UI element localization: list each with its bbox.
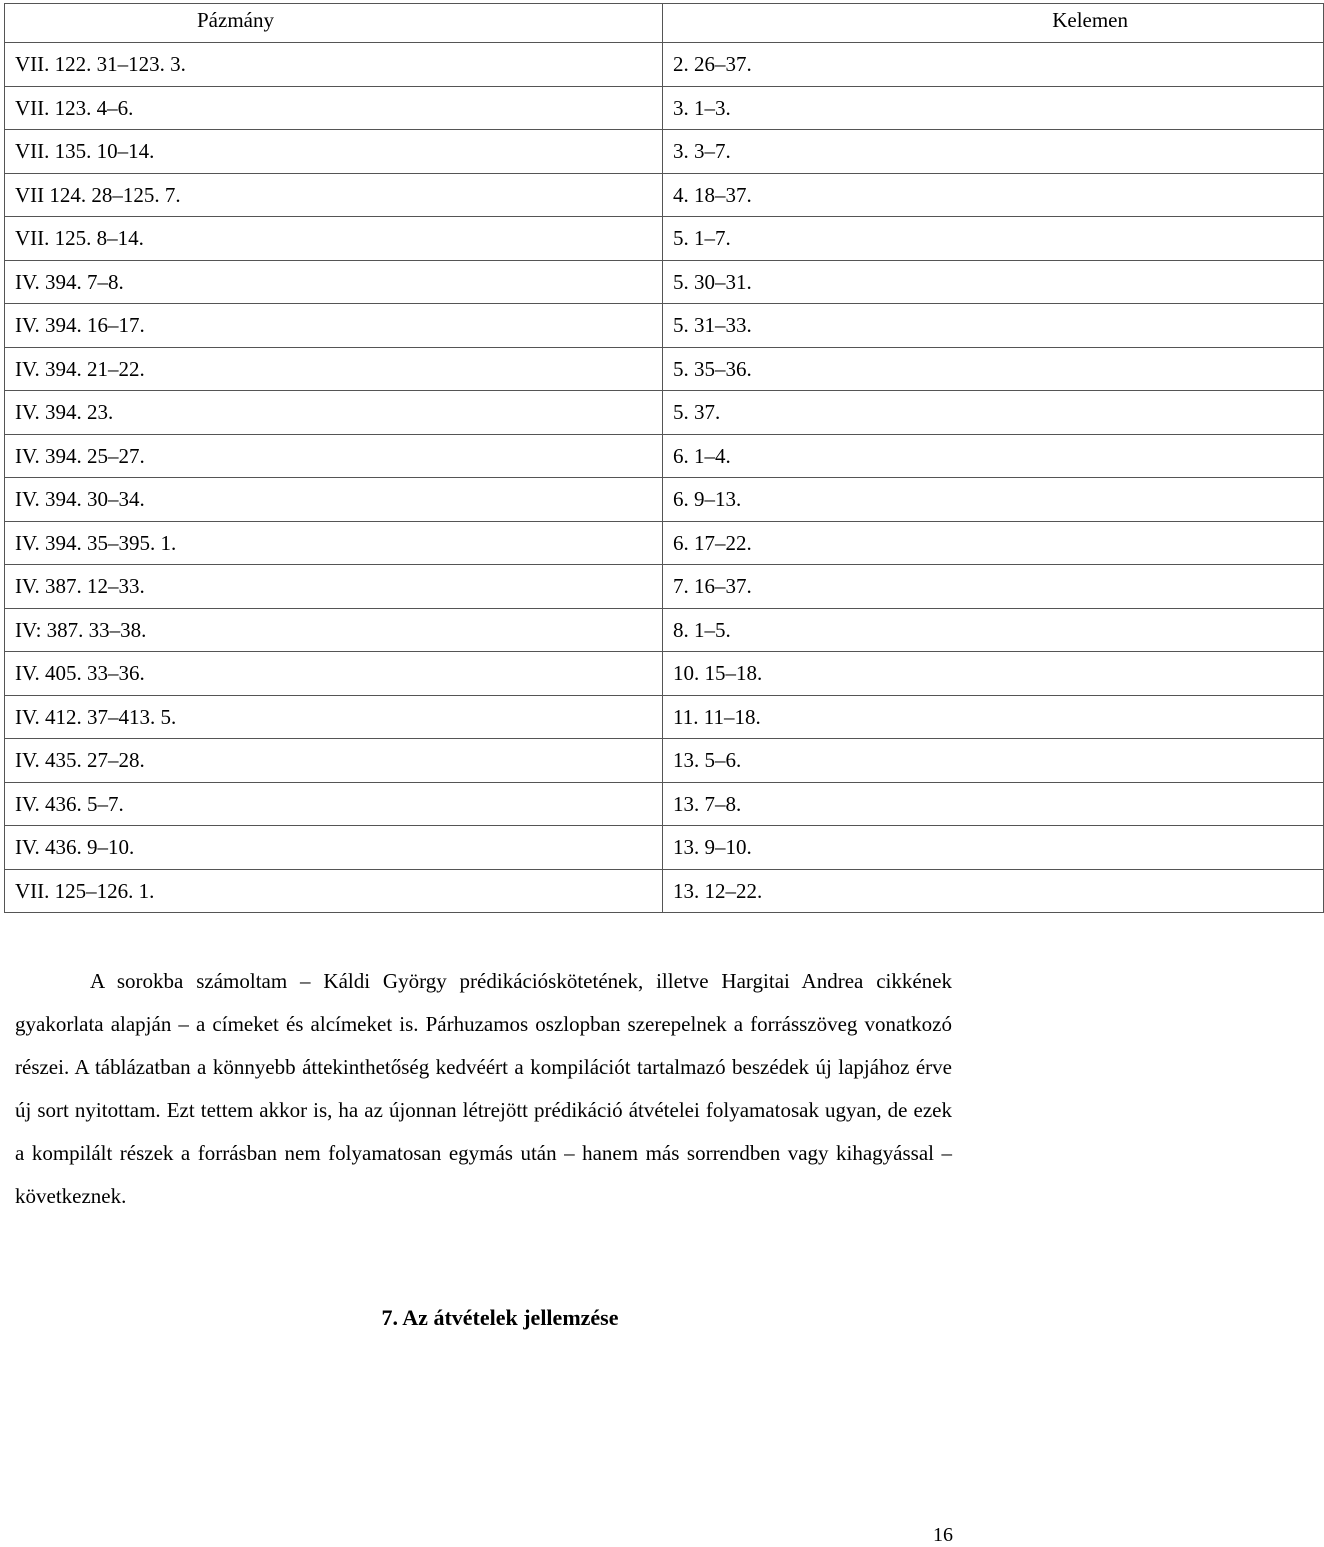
cell-kelemen: 6. 1–4.: [663, 434, 1324, 478]
cell-kelemen: 6. 9–13.: [663, 478, 1324, 522]
cell-kelemen: 11. 11–18.: [663, 695, 1324, 739]
cell-pazmany: IV. 394. 23.: [5, 391, 663, 435]
table-row: [5, 86, 1324, 130]
column-header-kelemen: Kelemen: [663, 4, 1324, 43]
cell-pazmany: IV. 394. 21–22.: [5, 347, 663, 391]
cell-kelemen: 7. 16–37.: [663, 565, 1324, 609]
cell-kelemen: 3. 1–3.: [663, 86, 1324, 130]
cell-kelemen: 3. 3–7.: [663, 130, 1324, 174]
cell-kelemen: 6. 17–22.: [663, 521, 1324, 565]
table-row: [5, 130, 1324, 174]
cell-pazmany: VII. 135. 10–14.: [5, 130, 663, 174]
cell-pazmany: IV. 394. 7–8.: [5, 260, 663, 304]
cell-pazmany: IV. 436. 5–7.: [5, 782, 663, 826]
cell-kelemen: 5. 35–36.: [663, 347, 1324, 391]
cell-kelemen: 13. 9–10.: [663, 826, 1324, 870]
cell-pazmany: IV. 394. 35–395. 1.: [5, 521, 663, 565]
cell-kelemen: 5. 31–33.: [663, 304, 1324, 348]
cell-pazmany: IV. 394. 16–17.: [5, 304, 663, 348]
table-row: [5, 608, 1324, 652]
table-row: [5, 565, 1324, 609]
table-row: [5, 434, 1324, 478]
cell-pazmany: IV. 412. 37–413. 5.: [5, 695, 663, 739]
cell-pazmany: VII. 125–126. 1.: [5, 869, 663, 913]
table-row: [5, 173, 1324, 217]
cell-pazmany: VII. 122. 31–123. 3.: [5, 43, 663, 87]
table-row: [5, 521, 1324, 565]
table-row: [5, 478, 1324, 522]
table-row: [5, 260, 1324, 304]
table-row: [5, 304, 1324, 348]
cell-kelemen: 10. 15–18.: [663, 652, 1324, 696]
cell-pazmany: IV. 405. 33–36.: [5, 652, 663, 696]
body-paragraph: A sorokba számoltam – Káldi György prédikációskötetének, illetve Hargitai Andrea cikkének gyakorlata alapján – a címeket és alcímeket is. Párhuzamos oszlopban szerepelnek a forrásszöveg vonatkozó részei. A táblázatban a könnyebb áttekinthetőség kedvéért a kompilációt tartalmazó beszédek új lapjához érve új sort nyitottam. Ezt tettem akkor is, ha az újonnan létrejött prédikáció átvételei folyamatosak ugyan, de ezek a kompilált részek a forrásban nem folyamatosan egymás után – hanem más sorrendben vagy kihagyással – következnek.: [15, 969, 952, 1208]
cell-kelemen: 5. 30–31.: [663, 260, 1324, 304]
cell-pazmany: IV. 394. 30–34.: [5, 478, 663, 522]
table-row: [5, 695, 1324, 739]
table-row: [5, 652, 1324, 696]
cell-kelemen: 5. 37.: [663, 391, 1324, 435]
table-row: [5, 347, 1324, 391]
cell-pazmany: VII. 123. 4–6.: [5, 86, 663, 130]
cell-pazmany: IV. 387. 12–33.: [5, 565, 663, 609]
cell-kelemen: 5. 1–7.: [663, 217, 1324, 261]
table-header-row: [5, 4, 1324, 43]
cell-kelemen: 13. 7–8.: [663, 782, 1324, 826]
comparison-table: [4, 3, 1324, 913]
table-row: [5, 391, 1324, 435]
cell-kelemen: 4. 18–37.: [663, 173, 1324, 217]
table-row: [5, 217, 1324, 261]
cell-pazmany: VII. 125. 8–14.: [5, 217, 663, 261]
table-row: [5, 826, 1324, 870]
table-row: [5, 869, 1324, 913]
column-header-pazmany: Pázmány: [5, 4, 663, 43]
table-row: [5, 43, 1324, 87]
cell-pazmany: VII 124. 28–125. 7.: [5, 173, 663, 217]
table-body: [5, 43, 1324, 913]
cell-kelemen: 2. 26–37.: [663, 43, 1324, 87]
cell-pazmany: IV. 436. 9–10.: [5, 826, 663, 870]
table-row: [5, 782, 1324, 826]
cell-pazmany: IV. 435. 27–28.: [5, 739, 663, 783]
table-row: [5, 739, 1324, 783]
cell-kelemen: 8. 1–5.: [663, 608, 1324, 652]
cell-kelemen: 13. 12–22.: [663, 869, 1324, 913]
cell-pazmany: IV: 387. 33–38.: [5, 608, 663, 652]
cell-pazmany: IV. 394. 25–27.: [5, 434, 663, 478]
section-heading: 7. Az átvételek jellemzése: [381, 1305, 619, 1330]
page-number: 16: [933, 1524, 953, 1546]
cell-kelemen: 13. 5–6.: [663, 739, 1324, 783]
